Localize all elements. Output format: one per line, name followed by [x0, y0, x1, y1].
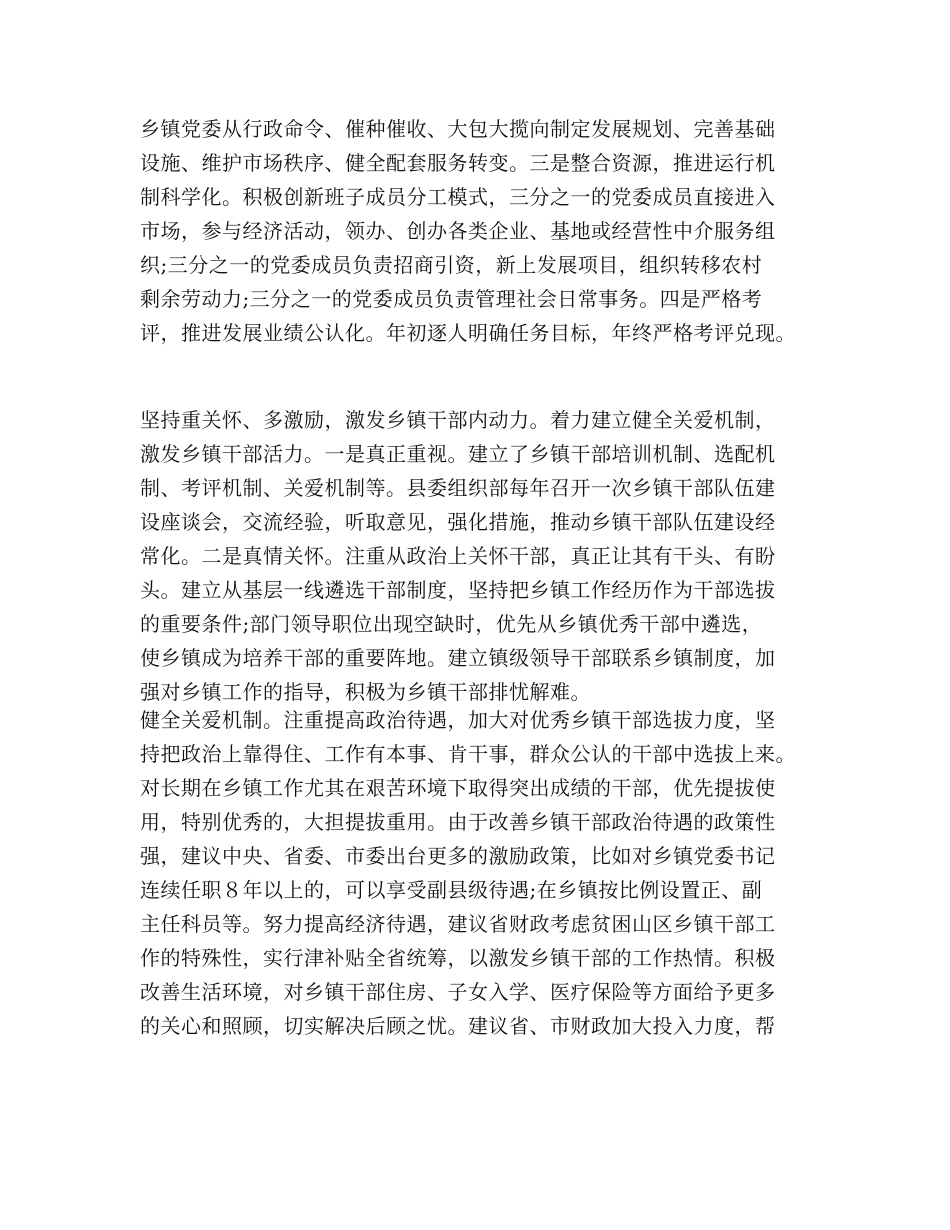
text-line: 评，推进发展业绩公认化。年初逐人明确任务目标，年终严格考评兑现。 [140, 321, 796, 345]
text-line: 乡镇党委从行政命令、催种催收、大包大揽向制定发展规划、完善基础 [140, 117, 776, 141]
text-line: 设座谈会，交流经验，听取意见，强化措施，推动乡镇干部队伍建设经 [140, 510, 776, 534]
text-line: 制科学化。积极创新班子成员分工模式，三分之一的党委成员直接进入 [140, 185, 776, 209]
text-line: 剩余劳动力;三分之一的党委成员负责管理社会日常事务。四是严格考 [140, 287, 763, 311]
text-line: 强，建议中央、省委、市委出台更多的激励政策，比如对乡镇党委书记 [140, 844, 776, 868]
text-line: 头。建立从基层一线遴选干部制度，坚持把乡镇工作经历作为干部选拔 [140, 578, 776, 602]
text-line: 连续任职８年以上的，可以享受副县级待遇;在乡镇按比例设置正、副 [140, 878, 763, 902]
text-line: 强对乡镇工作的指导，积极为乡镇干部排忧解难。 [140, 680, 591, 704]
text-line: 市场，参与经济活动，领办、创办各类企业、基地或经营性中介服务组 [140, 219, 776, 243]
text-line: 使乡镇成为培养干部的重要阵地。建立镇级领导干部联系乡镇制度，加 [140, 646, 776, 670]
text-line: 作的特殊性，实行津补贴全省统筹，以激发乡镇干部的工作热情。积极 [140, 946, 776, 970]
paragraph-2 [140, 403, 820, 709]
paragraph-1 [140, 112, 820, 350]
text-line: 设施、维护市场秩序、健全配套服务转变。三是整合资源，推进运行机 [140, 151, 776, 175]
text-line: 的重要条件;部门领导职位出现空缺时，优先从乡镇优秀干部中遴选， [140, 612, 763, 636]
text-line: 织;三分之一的党委成员负责招商引资，新上发展项目，组织转移农村 [140, 253, 763, 277]
text-line: 的关心和照顾，切实解决后顾之忧。建议省、市财政加大投入力度，帮 [140, 1014, 776, 1038]
text-line: 持把政治上靠得住、工作有本事、肯干事，群众公认的干部中选拔上来。 [140, 742, 796, 766]
text-line: 激发乡镇干部活力。一是真正重视。建立了乡镇干部培训机制、选配机 [140, 442, 776, 466]
text-line: 主任科员等。努力提高经济待遇，建议省财政考虑贫困山区乡镇干部工 [140, 912, 776, 936]
text-line: 对长期在乡镇工作尤其在艰苦环境下取得突出成绩的干部，优先提拔使 [140, 776, 776, 800]
text-line: 坚持重关怀、多激励，激发乡镇干部内动力。着力建立健全关爱机制， [140, 408, 776, 432]
text-line: 制、考评机制、关爱机制等。县委组织部每年召开一次乡镇干部队伍建 [140, 476, 776, 500]
text-line: 用，特别优秀的，大担提拔重用。由于改善乡镇干部政治待遇的政策性 [140, 810, 776, 834]
text-line: 健全关爱机制。注重提高政治待遇，加大对优秀乡镇干部选拔力度，坚 [140, 708, 776, 732]
text-line: 改善生活环境，对乡镇干部住房、子女入学、医疗保险等方面给予更多 [140, 980, 776, 1004]
text-line: 常化。二是真情关怀。注重从政治上关怀干部，真正让其有干头、有盼 [140, 544, 776, 568]
paragraph-3 [140, 703, 820, 1043]
